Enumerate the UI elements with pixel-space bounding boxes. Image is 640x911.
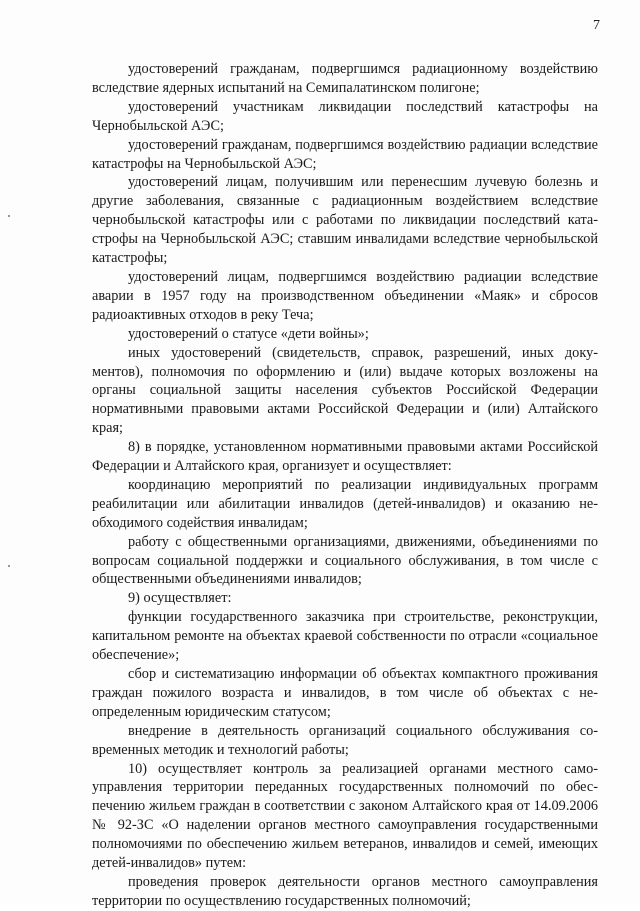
paragraph: 8) в порядке, установленном нормативными правовыми актами Российской Федерации и Алтайского края, организует и осуществляет: [92, 439, 598, 475]
paragraph: работу с общественными организациями, движениями, объединениями по вопросам социальной поддержки и социального обслуживания, в том числе с общественными объединениями инвалидов; [92, 533, 598, 588]
paragraph: удостоверений лицам, подвергшимся воздействию радиации вследствие аварии в 1957 году на производственном объединении «Маяк» и сбросов радиоактивных отходов в реку Теча; [92, 268, 598, 323]
document-body [92, 60, 598, 911]
paragraph: сбор и систематизацию информации об объектах компактного проживания граждан пожилого возраста и инвалидов, в том числе об объектах с неопределенным юридическим статусом; [92, 666, 598, 720]
paragraph: удостоверений гражданам, подвергшимся радиационному воздействию вследствие ядерных испытаний на Семипалатинском полигоне; [92, 61, 598, 96]
scan-mark [8, 215, 10, 217]
paragraph: проведения проверок деятельности органов местного самоуправления территории по осуществлению государственных полномочий; [92, 873, 598, 909]
scan-mark [8, 565, 10, 567]
paragraph: удостоверений лицам, получившим или перенесшим лучевую болезнь и другие заболевания, связанные с радиационным воздействием вследствие чернобыльской катастрофы или с работами по ликвидации последствий катастрофы на Чернобыльской АЭС; ставшим инвалидами вследствие чернобыльской катастрофы; [92, 174, 598, 267]
page-number: 7 [593, 18, 600, 33]
paragraph: внедрение в деятельность организаций социального обслуживания современных методик и технологий работы; [92, 722, 598, 758]
paragraph: удостоверений гражданам, подвергшимся воздействию радиации вследствие катастрофы на Чернобыльской АЭС; [92, 136, 598, 172]
paragraph: функции государственного заказчика при строительстве, реконструкции, капитальном ремонте на объектах краевой собственности по отрасли «социальное обеспечение»; [92, 609, 598, 664]
paragraph: координацию мероприятий по реализации индивидуальных программ реабилитации или абилитации инвалидов (детей-инвалидов) и оказанию необходимого содействия инвалидам; [92, 476, 598, 531]
paragraph: удостоверений о статусе «дети войны»; [128, 325, 369, 342]
paragraph: удостоверений участникам ликвидации последствий катастрофы на Чернобыльской АЭС; [92, 98, 598, 134]
paragraph: иных удостоверений (свидетельств, справок, разрешений, иных документов), полномочия по оформлению и (или) выдаче которых возложены на органы социальной защиты населения субъектов Российской Федерации нормативными правовыми актами Российской Федерации и (или) Алтайского края; [92, 344, 598, 437]
paragraph: 9) осуществляет: [128, 590, 232, 607]
paragraph: 10) осуществляет контроль за реализацией органами местного самоуправления территории переданных государственных полномочий по обеспечению жильем граждан в соответствии с законом Алтайского края от 14.09.2006 № 92-ЗС «О наделении органов местного самоуправления государственными полномочиями по обеспечению жильем ветеранов, инвалидов и семей, имеющих детей-инвалидов» путем: [92, 760, 598, 872]
